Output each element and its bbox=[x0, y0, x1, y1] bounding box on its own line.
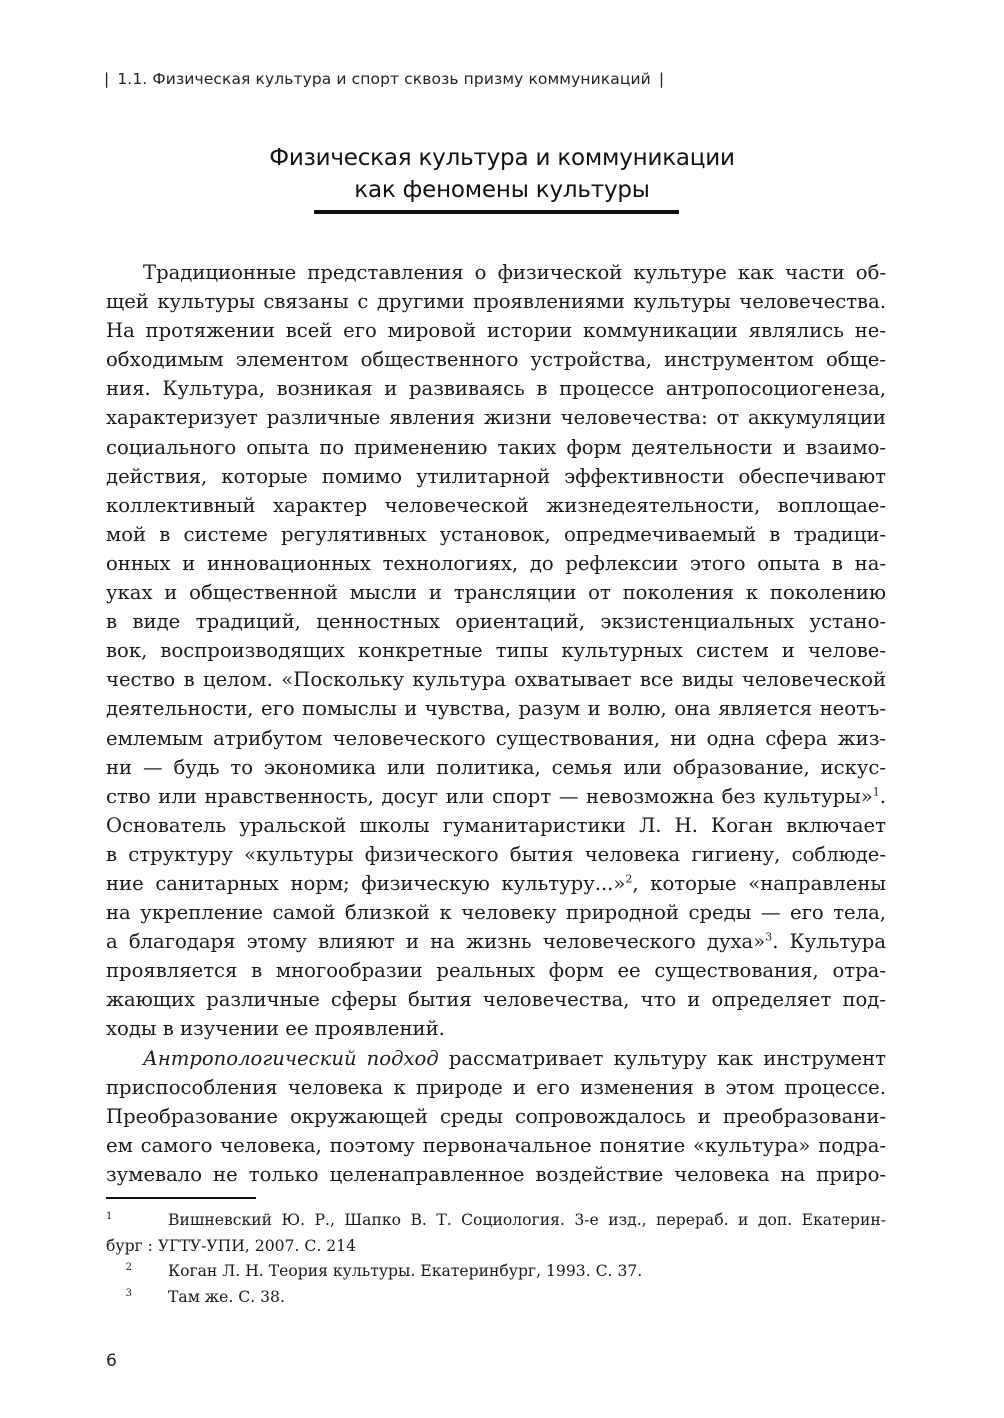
section-title bbox=[0, 142, 1004, 206]
footnote-separator bbox=[106, 1197, 256, 1199]
text-line bbox=[106, 782, 886, 811]
text-line: ния. Культура, возникая и развиваясь в процессе антропосоциогенеза, bbox=[106, 377, 886, 401]
text-span: . Культура bbox=[772, 930, 886, 954]
text-line: емлемым атрибутом человеческого существования, ни одна сфера жиз- bbox=[106, 726, 886, 750]
text-line: Основатель уральской школы гуманитаристики Л. Н. Коган включает bbox=[106, 813, 886, 837]
text-span: ние санитарных норм; физическую культуру...» bbox=[106, 871, 626, 895]
running-head-bar-right: | bbox=[658, 70, 665, 88]
text-line: обходимым элементом общественного устройства, инструментом обще- bbox=[106, 348, 886, 372]
footnote-1 bbox=[106, 1208, 886, 1234]
text-line: щей культуры связаны с другими проявлениями культуры человечества. bbox=[106, 290, 886, 314]
text-line: в виде традиций, ценностных ориентаций, экзистенциальных устано- bbox=[106, 610, 886, 634]
italic-term: Антропологический подход bbox=[143, 1046, 439, 1070]
text-line: в структуру «культуры физического бытия человека гигиену, соблюде- bbox=[106, 842, 886, 866]
title-underline bbox=[314, 210, 679, 214]
text-line: проявляется в многообразии реальных форм ее существования, отра- bbox=[106, 959, 886, 983]
text-span: а благодаря этому влияют и на жизнь человеческого духа» bbox=[106, 930, 766, 954]
running-head-text: 1.1. Физическая культура и спорт сквозь призму коммуникаций bbox=[117, 70, 651, 88]
footnote-number: 2 bbox=[125, 1262, 132, 1273]
text-line: Преобразование окружающей среды сопровождалось и преобразовани- bbox=[106, 1104, 886, 1128]
paragraph-1 bbox=[106, 258, 886, 1044]
text-line bbox=[106, 927, 886, 956]
body-text bbox=[106, 258, 886, 1189]
page-number: 6 bbox=[106, 1351, 117, 1371]
text-line: деятельности, его помыслы и чувства, разум и волю, она является неотъ- bbox=[106, 697, 886, 721]
text-line: уках и общественной мысли и трансляции от поколения к поколению bbox=[106, 581, 886, 605]
text-span: . bbox=[879, 784, 886, 808]
footnote-1-continuation: бург : УГТУ-УПИ, 2007. С. 214 bbox=[106, 1236, 357, 1255]
text-line: онных и инновационных технологиях, до рефлексии этого опыта в на- bbox=[106, 551, 886, 575]
text-line: чество в целом. «Поскольку культура охватывает все виды человеческой bbox=[106, 668, 886, 692]
text-span: ство или нравственность, досуг или спорт — невозможна без культуры» bbox=[106, 784, 873, 808]
footnote-number: 3 bbox=[125, 1287, 132, 1299]
text-line: ни — будь то экономика или политика, семья или образование, искус- bbox=[106, 755, 886, 779]
footnote-text: Там же. С. 38. bbox=[168, 1287, 285, 1306]
text-line: коллективный характер человеческой жизнедеятельности, воплощае- bbox=[106, 493, 886, 517]
text-line: ходы в изучении ее проявлений. bbox=[106, 1017, 445, 1041]
footnote-text: Коган Л. Н. Теория культуры. Екатеринбург, 1993. С. 37. bbox=[168, 1262, 643, 1280]
running-head bbox=[104, 70, 672, 88]
text-line: социального опыта по применению таких форм деятельности и взаимо- bbox=[106, 435, 886, 459]
footnote-text: Вишневский Ю. Р., Шапко В. Т. Социология. 3-е изд., перераб. и доп. Екатерин- bbox=[168, 1211, 886, 1229]
footnote-3 bbox=[106, 1285, 886, 1311]
paragraph-2 bbox=[106, 1044, 886, 1189]
footnote-2 bbox=[106, 1259, 886, 1285]
text-line bbox=[106, 869, 886, 898]
text-line: мой в системе регулятивных установок, опредмечиваемый в традици- bbox=[106, 522, 886, 546]
footnote-number: 1 bbox=[106, 1211, 113, 1222]
text-line: характеризует различные явления жизни человечества: от аккумуляции bbox=[106, 406, 886, 430]
footnote-ref-1: 1 bbox=[872, 785, 880, 799]
text-line: на укрепление самой близкой к человеку природной среды — его тела, bbox=[106, 901, 886, 925]
running-head-bar-left: | bbox=[104, 70, 110, 88]
text-line: ем самого человека, поэтому первоначальное понятие «культура» подра- bbox=[106, 1133, 886, 1157]
text-line: действия, которые помимо утилитарной эффективности обеспечивают bbox=[106, 464, 886, 488]
text-line: Традиционные представления о физической культуре как части об- bbox=[143, 261, 886, 284]
footnote-ref-3: 3 bbox=[765, 930, 773, 944]
text-line: вок, воспроизводящих конкретные типы культурных систем и челове- bbox=[106, 639, 886, 663]
text-line: приспособления человека к природе и его изменения в этом процессе. bbox=[106, 1075, 886, 1099]
text-span: , которые «направлены bbox=[632, 871, 886, 895]
section-title-line-2: как феномены культуры bbox=[354, 177, 650, 203]
text-line: жающих различные сферы бытия человечества, что и определяет под- bbox=[106, 988, 886, 1012]
footnotes bbox=[106, 1208, 886, 1310]
text-line: На протяжении всей его мировой истории коммуникации являлись не- bbox=[106, 319, 886, 343]
footnote-ref-2: 2 bbox=[625, 872, 633, 886]
text-span: рассматривает культуру как инструмент bbox=[438, 1046, 886, 1070]
section-title-line-1: Физическая культура и коммуникации bbox=[269, 145, 735, 171]
text-line bbox=[106, 1044, 886, 1073]
text-line: зумевало не только целенаправленное воздействие человека на приро- bbox=[106, 1162, 886, 1186]
